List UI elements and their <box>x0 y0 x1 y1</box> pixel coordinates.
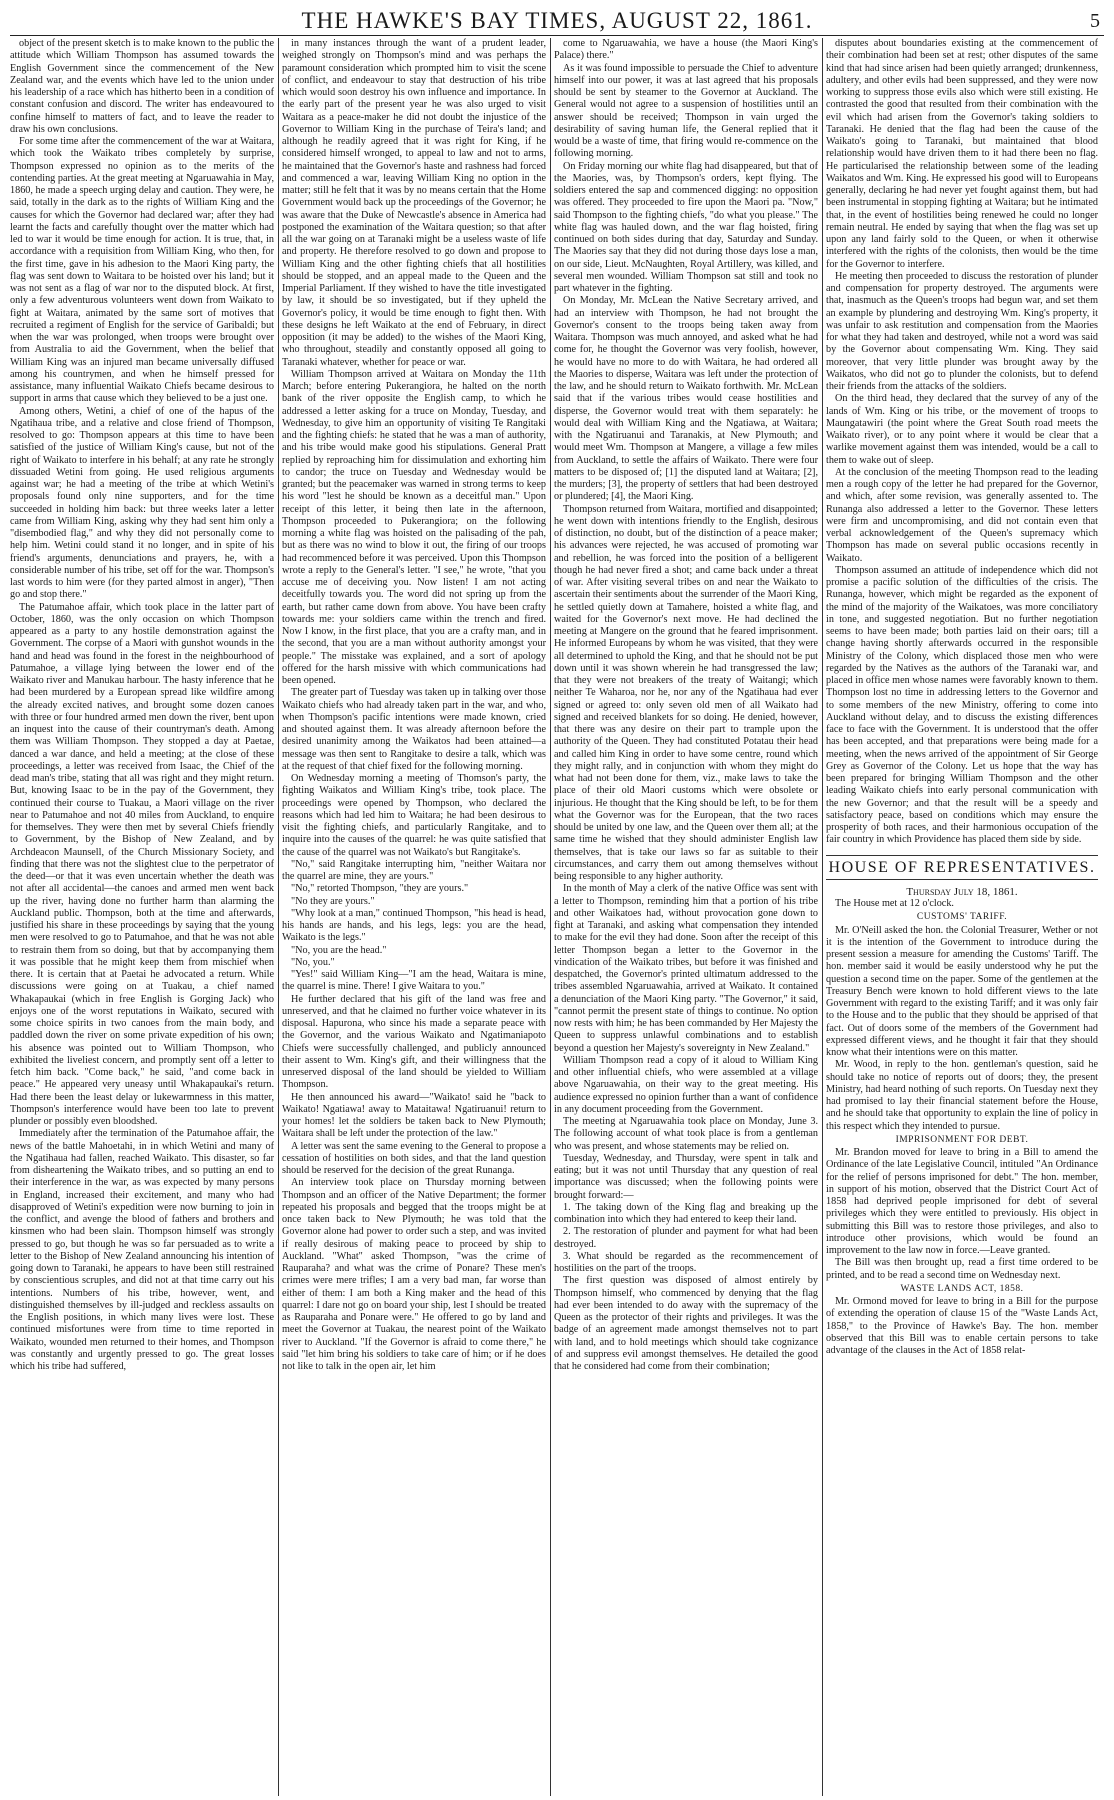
paragraph: An interview took place on Thursday morning between Thompson and an officer of the Native Department; the former repeated his proposals and begged that the troops might be at once taken back to New Plymouth; he was told that the Governor alone had power to order such a step, and was invited if really desirous of making peace to proceed by ship to Auckland. "What" asked Thompson, "was the crime of Rauparaha? and what was the crime of Ponare? These men's crimes were mere trifles; I am a very bad man, far worse than either of them: I am both a King maker and the head of this quarrel: I dare not go on board your ship, lest I should be treated as Rauparaha and Ponare were." He offered to go by land and meet the Governor at Tuakau, the nearest point of the Waikato river to Auckland. "If the Governor is afraid to come there," he said "let him bring his soldiers to take care of him; or if he does not like to talk in the open air, let him <box>282 1177 546 1372</box>
article-continuation <box>826 38 1098 847</box>
paragraph: As it was found impossible to persuade the Chief to adventure himself into our power, it was at last agreed that his proposals should be sent by steamer to the Governor at Auckland. The General would not agree to a suspension of hostilities until an answer should be received; Thompson in vain urged the desirability of saving human life, the General replied that it would be a waste of time, that firing would re-commence on the following morning. <box>554 62 818 160</box>
paragraph: Tuesday, Wednesday, and Thursday, were spent in talk and eating; but it was not until Thursday that any question of real importance was discussed; when the following points were brought forward:— <box>554 1152 818 1201</box>
paragraph: Mr. Ormond moved for leave to bring in a Bill for the purpose of extending the operation of clause 15 of the "Waste Lands Act, 1858," to the Province of Hawke's Bay. The hon. member observed that this Bill was to enable certain persons to take advantage of the clauses in the Act of 1858 relat- <box>826 1296 1098 1356</box>
column-divider <box>550 38 551 1796</box>
column-divider <box>822 38 823 1796</box>
section-divider <box>826 855 1098 856</box>
paragraph: At the conclusion of the meeting Thompson read to the leading men a rough copy of the letter he had prepared for the Governor, and which, after some revision, was generally assented to. The Runanga also addressed a letter to the Governor. These letters were firm and uncompromising, and did not contain even that verbal acknowledgement of the Queen's supremacy which Thompson has made on several public occasions recently in Waikato. <box>826 466 1098 564</box>
paragraph: Among others, Wetini, a chief of one of the hapus of the Ngatihaua tribe, and a relative and close friend of Thompson, resolved to go: Thompson appears at this time to have been satisfied of the justice of William King's cause, but not of the right of Waikato to interfere in his behalf; at any rate he strongly dissuaded Wetini from going. He used religious arguments against war; he had a meeting of the tribe at which Wetini's proposals found only nine supporters, and for the time succeeded in holding him back: but three weeks later a letter came from William King, asking why they had sent him only a "disembodied flag," and why they did not personally come to help him. Wetini could stand it no longer, and in spite of his friend's arguments, denunciations and prayers, he, with a considerable number of his tribe, set off for the war. Thompson's last words to him were (for they parted almost in anger), "Then go and stop there." <box>10 405 274 601</box>
article-columns <box>10 38 1104 1798</box>
paragraph: The Patumahoe affair, which took place in the latter part of October, 1860, was the only occasion on which Thompson appeared as a party to any hostile demonstration against the Government. The corpse of a Maori with gunshot wounds in the hand and head was found in the forest in the neighbourhood of Patumahoe, a village lying between the lower end of the Waikato river and Manukau harbour. The hasty inference that he had been murdered by a European spread like wildfire among the already excited natives, and brought some dozen canoes with three or four hundred armed men down the river, bent upon an inquest into the cause of their countryman's death. Among them was William Thompson. They stopped a day at Paetae, danced a war dance, and held a meeting; at the close of these proceedings, a letter was received from Isaac, the Chief of the dead man's tribe, stating that all was right and they might return. But, knowing Isaac to be in the pay of the Government, they continued their course to Tuakau, a Maori village on the river near to Patumahoe and not 40 miles from Auckland, to enquire for themselves. They were then met by several Chiefs friendly to Government, by the Bishop of New Zealand, and by Archdeacon Maunsell, of the Church Missionary Society, and finding that there was not the slightest clue to the perpetrator of the deed—or that it was even uncertain whether the death was not after all accidental—the canoes and armed men went back up the river, having done no further harm than alarming the Auckland public. Thompson, both at the time and afterwards, justified his share in these proceedings by saying that the young men were resolved to go to Patumahoe, and that he was not able to restrain them from so doing, but that by accompanying them it was possible that he might keep them from mischief when there. It is certain that at Paetai he advocated a return. While discussions were going on at Tuakau, a chief named Whakapaukai (which in free English is Gorging Jack) who enjoys one of the worst reputations in Waikato, secured with some choice spirits in two canoes from the main body, and paddled down the river on some private expedition of his own; his absence was pointed out to William Thompson, who exhibited the liveliest concern, and promptly sent off a letter to fetch him back. "Come back," he said, "and come back in peace." He appeared very uneasy until Whakapaukai's return. Had there been the least delay or lukewarmness in this matter, Thompson's interference would have been too late to prevent plunder or possibly even bloodshed. <box>10 601 274 1127</box>
customs-tariff-report <box>826 925 1098 1133</box>
paragraph: "Yes!" said William King—"I am the head, Waitara is mine, the quarrel is mine. There! I give Waitara to you." <box>282 969 546 993</box>
masthead <box>10 6 1104 36</box>
paragraph: in many instances through the want of a prudent leader, weighed strongly on Thompson's mind and was perhaps the paramount consideration which prompted him to visit the scene of conflict, and endeavour to stay that destruction of his tribe which would soon destroy his own influence and importance. In the early part of the present year he was also urged to visit Waitara as a peace-maker he did not doubt the injustice of the Governor to William King in the purchase of Teira's land; and although he readily agreed that it was right for King, if he considered himself wronged, to appeal to law and not to arms, he maintained that the Governor's haste and rashness had forced and commenced a war, leaving William King no option in the matter; still he felt that it was by no means certain that the Home Government would back up the proceedings of the Governor; he was aware that the Duke of Newcastle's absence in America had postponed the examination of the Waitara question; so that after all the war going on at Taranaki might be a useless waste of life and property. He therefore resolved to go down and propose to William King and the other fighting chiefs that all hostilities should be stopped, and an appeal made to the Queen and the Imperial Parliament. If they wished to have the title investigated by law, it should be so investigated, but if they upheld the Governor's policy, it would be time enough to fight then. With these designs he left Waikato at the end of February, in direct opposition (it may be added) to the wishes of the Maori King, who throughout, steadily and constantly opposed all going to Taranaki whatever, whether for peace or war. <box>282 38 546 368</box>
paragraph: 2. The restoration of plunder and payment for what had been destroyed. <box>554 1226 818 1250</box>
paragraph: disputes about boundaries existing at the commencement of their combination had been set at rest; other disputes of the same kind that had since arisen had been quietly arranged; drunkenness, adultery, and other evils had been suppressed, and they were now working to suppress those evils also which were still existing. He contrasted the good that resulted from their combination with the evil which had arisen from the Governor's taking soldiers to Taranaki. He denied that the flag had been the cause of the Waikato's going to Taranaki, but maintained that blood relationship would have driven them to it had there been no flag. He particularised the relationship between some of the leading Waikatos and Wm. King. He expressed his good will to Europeans generally, declaring he had never yet fought against them, but had been instrumental in stopping fighting at Waitara; but he intimated that, in the event of hostilities being renewed he could no longer remain neutral. He ended by saying that when the flag was set up upon any land fairly sold to the Queen, or when it otherwise interfered with the rights of the colonists, then would be the time for the Governor to interfere. <box>826 38 1098 270</box>
column-1 <box>10 38 274 1796</box>
waste-lands-act-report <box>826 1296 1098 1357</box>
paragraph: For some time after the commencement of the war at Waitara, which took the Waikato tribes completely by surprise, Thompson expressed no opinion as to the merits of the contending parties. At the great meeting at Ngaruawahia in May, 1860, he made a speech urging delay and caution. They were, he said, totally in the dark as to the rights of William King and the causes for which the Governor had declared war; after they had learnt the facts and carefully thought over the matter which had led to war it would be time enough for action. It is true, that, in accordance with a requisition from William King, who then, for the first time, gave in his adhesion to the Maori King party, the flag was sent down to Waitara to be hoisted over his land; but it was not sent as a flag of war nor to the disputed block. At first, only a few adventurous volunteers went down from Waikato to fight at Waitara, animated by the same sort of motives that recruited a regiment of English for the service of Garibaldi; but when the war was prolonged, when troops were brought over from Australia to aid the Government, when the belief that William King was an injured man became universally diffused among his countrymen, and when he himself pressed for assistance, many influential Waikato Chiefs became desirous to support in arms that cause which they believed to be a just one. <box>10 136 274 405</box>
paragraph: come to Ngaruawahia, we have a house (the Maori King's Palace) there." <box>554 38 818 62</box>
paragraph: 1. The taking down of the King flag and breaking up the combination into which they had entered to keep their land. <box>554 1201 818 1225</box>
imprisonment-for-debt-report <box>826 1147 1098 1282</box>
customs-tariff-subhead: CUSTOMS' TARIFF. <box>916 912 1008 923</box>
paragraph: "No, you are the head." <box>291 944 387 956</box>
paragraph: In the month of May a clerk of the native Office was sent with a letter to Thompson, reminding him that a portion of his tribe and other Waikatoes had, without provocation gone down to fight at Taranaki, and asking what compensation they intended to make for the evil they had done. Soon after the receipt of this letter Thompson began a letter to the Governor in the vindication of the Waikato tribes, but before it was finished and despatched, the Governor's printed ultimatum addressed to the tribes assembled Ngaruawahia, arrived at Waikato. It contained a denunciation of the Maori King party. "The Governor," it said, "cannot permit the present state of things to continue. No option now rests with him; he has been commanded by Her Majesty the Queen to suppress unlawful combinations and to establish beyond a question her Majesty's sovereignty in New Zealand." <box>554 883 818 1054</box>
paragraph: William Thompson read a copy of it aloud to William King and other influential chiefs, who were assembled at a village above Ngaruawahia, on their way to the great meeting. His audience expressed no opinion further than a want of confidence in any document proceeding from the Government. <box>554 1054 818 1115</box>
paragraph: "Why look at a man," continued Thompson, "his head is head, his hands are hands, and his legs, legs: you are the head, Waikato is the legs." <box>282 907 546 944</box>
session-opening: The House met at 12 o'clock. <box>835 898 954 909</box>
paragraph: He then announced his award—"Waikato! said he "back to Waikato! Ngatiawa! away to Mataitawa! Ngatiruanui! return to your homes! let the soldiers be taken back to New Plymouth; Waitara shall be left under the protection of the law." <box>282 1091 546 1140</box>
paragraph: The meeting at Ngaruawahia took place on Monday, June 3. The following account of what took place is from a gentleman who was present, and whose statements may be relied on. <box>554 1116 818 1152</box>
column-2 <box>282 38 546 1796</box>
paragraph: Thompson assumed an attitude of independence which did not promise a pacific solution of the difficulties of the crisis. The Runanga, however, which might be regarded as the exponent of the mind of the majority of the Waikatoes, was more conciliatory in tone, and suggested negotiation. But no further negotiation seems to have been made; both parties laid on their oars; till a change having shortly afterwards occurred in the responsible Ministry of the Colony, which displaced those men who were regarded by the Natives as the authors of the Taranaki war, and placed in office men whose names were favorably known to them. Thompson lost no time in addressing letters to the Governor and to some members of the new Ministry, offering to come into Auckland without delay, and to discuss the existing differences face to face with the Government. It is understood that the offer has been accepted, and that preparations were being made for a meeting, when the news arrived of the appointment of Sir George Grey as Governor of the Colony. Let us hope that the way has been prepared for bringing William Thompson and the other leading Waikato chiefs into early personal communication with the new Governor; and that the result will be a speedy and satisfactory peace, based on conditions which may ensure the prosperity of both races, and their harmonious occupation of the fair country in which Providence has placed them side by side. <box>826 564 1098 846</box>
page-number: 5 <box>1090 10 1100 32</box>
paragraph: The Bill was then brought up, read a first time ordered to be printed, and to be read a second time on Wednesday next. <box>826 1257 1098 1281</box>
paragraph: William Thompson arrived at Waitara on Monday the 11th March; before entering Pukerangiora, he halted on the north bank of the river opposite the English camp, to which he addressed a letter asking for a truce on Monday, Tuesday, and Wednesday, to give him an opportunity of visiting Te Rangitaki and the fighting chiefs: he stated that he was a man of authority, and his tribe would make good his stipulations. General Pratt replied by reproaching him for dissimulation and exhorting him to candor; the truce on Tuesday and Wednesday would be granted; but the peacemaker was warned in strong terms to keep his word "lest he should be known as a deceitful man." Upon receipt of this letter, it being then late in the afternoon, Thompson proceeded to Pukerangiora; on the following morning a white flag was hoisted on the palisading of the pah, but as there was no wind to blow it out, the firing of our troops had recommenced before it was perceived. Upon this Thompson wrote a reply to the General's letter. "I see," he wrote, "that you accuse me of deceiving you. Now listen! I am not acting deceitfully towards you. The word did not spring up from the earth, but rather came down from above. You have been crafty towards me: your soldiers came within the trench and fired. Now I know, in the first place, that you are a crafty man, and in the second, that you are a man without authority amongst your people." The misstake was explained, and a sort of apology offered for the harsh missive with which communications had been opened. <box>282 368 546 686</box>
paragraph: "No they are yours." <box>291 895 375 907</box>
paragraph: "No, you." <box>291 956 335 968</box>
paragraph: "No," said Rangitake interrupting him, "neither Waitara nor the quarrel are mine, they are yours." <box>282 858 546 882</box>
session-date: Thursday July 18, 1861. <box>906 885 1018 898</box>
paragraph: Mr. Brandon moved for leave to bring in a Bill to amend the Ordinance of the late Legislative Council, intituled "An Ordinance for the relief of persons imprisoned for debt." The hon. member, in support of his motion, observed that the District Court Act of 1858 had deprived people imprisoned for debt of several privileges which they were entitled to previously. His object in submitting this Bill was to restore those privileges, and also to introduce other provisions, which would be found an improvement to the law now in force.—Leave granted. <box>826 1147 1098 1256</box>
paragraph: The first question was disposed of almost entirely by Thompson himself, who commenced by denying that the flag had ever been intended to do away with the supremacy of the Queen as the protector of their rights and privileges. It was the badge of an agreement made amongst themselves not to part with land, and to hold meetings which should take cognizance of and suppress evil amongst themselves. He detailed the good that he considered had come from their combination; <box>554 1275 818 1372</box>
paragraph: A letter was sent the same evening to the General to propose a cessation of hostilities on both sides, and that the land question should be reserved for the decision of the great Runanga. <box>282 1140 546 1176</box>
house-of-representatives-heading: HOUSE OF REPRESENTATIVES. <box>828 858 1096 876</box>
section-divider <box>826 879 1098 880</box>
paragraph: object of the present sketch is to make known to the public the attitude which William Thompson has assumed towards the English Government since the commencement of the New Zealand war, and the events which have led to the union under his leadership of a race which has hitherto been in a condition of constant confusion and discord. The writer has endeavoured to confine himself to matters of fact, and to leave the reader to draw his own conclusions. <box>10 38 274 135</box>
paragraph: 3. What should be regarded as the recommencement of hostilities on the part of the troops. <box>554 1250 818 1274</box>
paragraph: Mr. Wood, in reply to the hon. gentleman's question, said he should take no notice of reports out of doors; they, the present Ministry, had heard nothing of such reports. On Tuesday next they had promised to lay their financial statement before the House, and he should take that opportunity to explain the line of policy in this respect which they intended to pursue. <box>826 1059 1098 1132</box>
paragraph: He meeting then proceeded to discuss the restoration of plunder and compensation for property destroyed. The arguments were that, inasmuch as the Queen's troops had begun war, and set them an example by plundering and destroying Wm. King's property, it was unfair to ask restitution and compensation from the Maories for what they had taken and destroyed, while not a word was said by the Governor about compensating Wm. King. They said moreover, that very little plunder was brought away by the Waikatos, who did not go to plunder the colonists, but to defend their friends from the attacks of the soldiers. <box>826 270 1098 392</box>
paragraph: "No," retorted Thompson, "they are yours." <box>291 883 469 895</box>
paragraph: The greater part of Tuesday was taken up in talking over those Waikato chiefs who had already taken part in the war, and who, when Thompson's pacific intentions were made known, cried and shouted against them. It was already afternoon before the desired unanimity among the Waikatos had been attained—a message was then sent to Rangitake to desire a talk, which was at the request of that chief fixed for the following morning. <box>282 687 546 772</box>
column-4 <box>826 38 1098 1796</box>
paragraph: Thompson returned from Waitara, mortified and disappointed; he went down with intentions friendly to the English, desirous of distinction, no doubt, but of the distinction of a peace maker; his advances were rejected, he was accused of promoting war and rebellion, he was forced into the position of a belligerent though he had never fired a shot; and came back under a threat of war. After visiting several tribes on and near the Waikato to ascertain their sentiments about the surrender of the Maori King, he settled quietly down at Tamahere, hoisted a white flag, and waited for the Governor's next move. He had declined the meeting at Mangere on the ground that he feared imprisonment. He informed Europeans by whom he was visited, that they were all determined to uphold the King, and that he should not be put down until it was shown wherein he had transgressed the law; that they were not breakers of the treaty of Waitangi; which neither Te Waharoa, nor he, nor any of the Ngatihaua had ever signed or agreed to: only seven old men of all Waikato had signed and received blankets for so doing. He denied, however, that there was any desire on their part to trample upon the authority of the Queen. They had constituted Potatau their head and called him King in order to have some centre, round which they might rally, and in conjunction with whom they might do what had not been done for them, viz., make laws to take the place of their old Maori customs which were obsolete or injurious. He thought that the King should be left, to be for them what the Governor was for the European, that the two races should be united by one law, and the Queen over them all; at the same time he wished that they should administer English law themselves, that is take our laws so far as suitable to their circumstances, and carry them out among themselves without being responsible to any higher authority. <box>554 503 818 882</box>
paragraph: Mr. O'Neill asked the hon. the Colonial Treasurer, Wether or not it is the intention of the Government to introduce during the present session a measure for amending the Customs' Tariff. The hon. member said it would be easily understood why he put the question a second time on the paper. Some of the gentlemen at the Treasury Bench were known to hold different views to the late Government with regard to the existing Tariff; and it was only fair to the House and to the public that they should be apprised of that fact. Out of doors some of the members of the Government had expressed different views, and he thought it fair that they should know what their intentions were on this matter. <box>826 924 1098 1058</box>
paragraph: On Wednesday morning a meeting of Thomson's party, the fighting Waikatos and William King's tribe, took place. The proceedings were opened by Thompson, who declared the reasons which had led him to Waitara; he had been desirous to visit the fighting chiefs, and particularly Rangitake, and to inquire into the causes of the quarrel: he was quite satisfied that the cause of the quarrel was not Waikato's but Rangitake's. <box>282 773 546 858</box>
paragraph: He further declared that his gift of the land was free and unreserved, and that he claimed no further voice whatever in its disposal. Hapurona, who since his made a separate peace with the Governor, and the various Waikato and Ngatimaniapoto Chiefs were successfully challenged, and publicly announced their assent to Wm. King's gift, and their willingness that the unreserved disposal of the land should be yielded to William Thompson. <box>282 993 546 1091</box>
imprisonment-for-debt-subhead: IMPRISONMENT FOR DEBT. <box>895 1134 1029 1145</box>
paragraph: On Friday morning our white flag had disappeared, but that of the Maories, was, by Thompson's orders, kept flying. The soldiers entered the sap and commenced digging: no opposition was offered. They proceeded to fire upon the Maori pa. "Now," said Thompson to the fighting chiefs, "do what you please." The white flag was hauled down, and the war flag hoisted, firing continued on both sides during that day, Saturday and Sunday. The Maories say that they did not during those days lose a man, on our side, Lieut. McNaughten, Royal Artillery, was killed, and several men wounded. William Thompson sat still and took no part whatever in the fighting. <box>554 160 818 294</box>
masthead-title: THE HAWKE'S BAY TIMES, AUGUST 22, 1861. <box>301 8 813 33</box>
paragraph: Immediately after the termination of the Patumahoe affair, the news of the battle Mahoetahi, in in which Wetini and many of the Ngatihaua had fallen, reached Waikato. This disaster, so far from disheartening the Waikato tribes, and so putting an end to their interference in the war, as was expected by many persons in England, increased their excitement, and many who had disapproved of Wetini's expedition were now burning to join in the conflict, and avenge the blood of fathers and brothers and kinsmen who had been slain. Thompson himself was strongly pressed to go, but though he was so far persuaded as to write a letter to the Bishop of New Zealand announcing his intention of going down to Taranaki, he appears to have been still restrained by conscientious scruples, and did not at that time carry out his intentions. Numbers of his tribe, however, went, and distinguished themselves by ill-judged and reckless assaults on the English positions, in which many lives were lost. These continued misfortunes were from time to time reported in Waikato, wounded men returned to their homes, and Thompson was constantly and urgently pressed to go. The great losses which his tribe had suffered, <box>10 1128 274 1372</box>
column-3 <box>554 38 818 1796</box>
paragraph: On Monday, Mr. McLean the Native Secretary arrived, and had an interview with Thompson, he had not brought the Governor's consent to the troops being taken away from Waitara. Thompson was much annoyed, and asked what he had come for, he thought the Governor was very foolish, however, he would have no more to do with Waitara, he had ordered all the Maories to disperse, Waitara was left under the protection of the law, and he should return to Waikato forthwith. Mr. McLean said that if the various tribes would cease hostilities and disperse, the Governor would treat with them separately: he would deal with William King and the Ngatiawa, at Waitara; with the Ngatiruanui and Taranakis, at New Plymouth; and would meet Wm. Thompson at Mangere, a village a few miles from Auckland, to settle the affairs of Waikato. There were four matters to be disposed of; [1] the disputed land at Waitara; [2], the murders; [3], the property of settlers that had been destroyed or plundered; [4], the Maori King. <box>554 295 818 503</box>
column-divider <box>278 38 279 1796</box>
waste-lands-act-subhead: WASTE LANDS ACT, 1858. <box>900 1283 1024 1294</box>
paragraph: On the third head, they declared that the survey of any of the lands of Wm. King or his tribe, or the movement of troops to Maungatawiri (the point where the Great South road meets the Waikato river), or to any point where it would be clear that a warlike movement against them was intended, would be a call to them to wake out of sleep. <box>826 393 1098 466</box>
